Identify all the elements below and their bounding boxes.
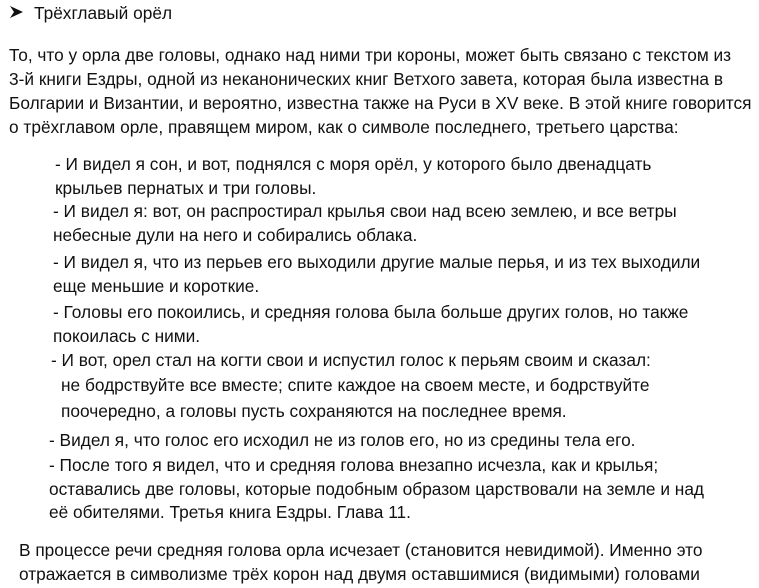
quote-line: - Головы его покоились, и средняя голова была больше других голов, но также — [53, 302, 689, 322]
outro-line: отражается в символизме трёх корон над двумя оставшимися (видимыми) головами — [19, 564, 700, 584]
quote-line: - И видел я: вот, он распростирал крылья свои над всею землею, и все ветры — [53, 201, 677, 221]
quote-line: её обителями. Третья книга Ездры. Глава 11. — [49, 502, 411, 522]
arrow-bullet-icon — [9, 5, 24, 19]
intro-line: о трёхглавом орле, правящем миром, как о символе последнего, третьего царства: — [9, 117, 679, 137]
quote-line: - Видел я, что голос его исходил не из голов его, но из средины тела его. — [49, 430, 636, 450]
quote-line: покоилась с ними. — [53, 326, 201, 346]
intro-line: То, что у орла две головы, однако над ними три короны, может быть связано с текстом из — [9, 45, 732, 65]
quote-line: - После того я видел, что и средняя голова внезапно исчезла, как и крылья; — [49, 455, 659, 475]
quote-line: оставались две головы, которые подобным образом царствовали на земле и над — [49, 479, 705, 499]
quote-line: - И видел я, что из перьев его выходили другие малые перья, и из тех выходили — [53, 252, 701, 272]
intro-line: Болгарии и Византии, и вероятно, известна также на Руси в XV веке. В этой книге говорится — [9, 93, 752, 113]
quote-line: - И видел я сон, и вот, поднялся с моря орёл, у которого было двенадцать — [55, 154, 652, 174]
quote-line: крыльев пернатых и три головы. — [55, 178, 317, 198]
quote-line: небесные дули на него и собирались облака. — [53, 225, 418, 245]
quote-line: еще меньшие и короткие. — [53, 276, 260, 296]
intro-line: 3-й книги Ездры, одной из неканонических книг Ветхого завета, которая была известна в — [9, 69, 723, 89]
quote-line: - И вот, орел стал на когти свои и испустил голос к перьям своим и сказал: — [51, 350, 651, 370]
quote-line: поочередно, а головы пусть сохраняются на последнее время. — [61, 401, 567, 421]
quote-line: не бодрствуйте все вместе; спите каждое на своем месте, и бодрствуйте — [61, 375, 650, 395]
outro-line: В процессе речи средняя голова орла исчезает (становится невидимой). Именно это — [19, 540, 703, 560]
section-heading: Трёхглавый орёл — [34, 3, 173, 23]
